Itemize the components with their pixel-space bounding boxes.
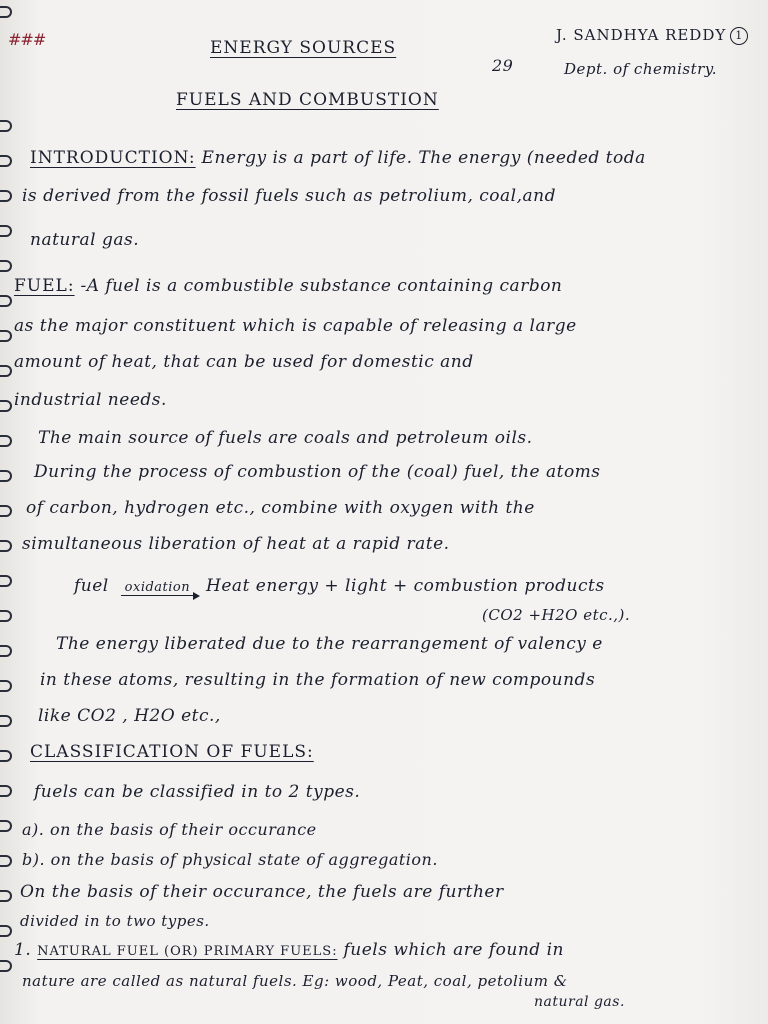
intro-line-3: natural gas. <box>30 230 140 250</box>
page-title: ENERGY SOURCES <box>210 38 397 58</box>
natural-line-1 <box>14 940 564 960</box>
natural-heading: NATURAL FUEL (OR) PRIMARY FUELS: <box>37 944 338 959</box>
natural-number: 1. <box>14 940 32 960</box>
classification-line-2: On the basis of their occurance, the fuels are further <box>20 882 504 902</box>
natural-line-2: nature are called as natural fuels. Eg: wood, Peat, coal, petolium & <box>22 972 568 990</box>
equation-note: (CO2 +H2O etc.,). <box>482 606 631 624</box>
intro-line-1 <box>30 148 646 168</box>
classification-line-3: divided in to two types. <box>20 912 210 930</box>
page-subtitle: FUELS AND COMBUSTION <box>176 90 439 110</box>
liberated-line-1: The energy liberated due to the rearrangement of valency e <box>56 634 603 654</box>
body-line-4: simultaneous liberation of heat at a rapid rate. <box>22 534 450 554</box>
classification-item-b: b). on the basis of physical state of aggregation. <box>22 850 438 869</box>
sheet-number: 1 <box>730 27 748 45</box>
spiral-binding <box>0 0 14 1024</box>
liberated-line-3: like CO2 , H2O etc., <box>38 706 221 726</box>
page-number: 29 <box>492 56 514 75</box>
liberated-line-2: in these atoms, resulting in the formation of new compounds <box>40 670 596 690</box>
author-name: J. SANDHYA REDDY <box>556 26 727 44</box>
margin-mark: ### <box>8 30 46 49</box>
body-line-3: of carbon, hydrogen etc., combine with oxygen with the <box>26 498 535 518</box>
combustion-equation <box>74 576 605 596</box>
intro-heading: INTRODUCTION: <box>30 148 196 168</box>
intro-line-2: is derived from the fossil fuels such as petrolium, coal,and <box>22 186 556 206</box>
natural-line-3: natural gas. <box>534 994 625 1010</box>
fuel-line-1 <box>14 276 562 296</box>
oxidation-arrow: oxidation <box>121 580 194 596</box>
equation-products: Heat energy + light + combustion products <box>206 576 605 596</box>
body-line-1: The main source of fuels are coals and petroleum oils. <box>38 428 533 448</box>
natural-text-1: fuels which are found in <box>343 940 564 960</box>
body-line-2: During the process of combustion of the (coal) fuel, the atoms <box>34 462 601 482</box>
department: Dept. of chemistry. <box>564 60 718 78</box>
classification-item-a: a). on the basis of their occurance <box>22 820 317 839</box>
equation-fuel: fuel <box>74 576 109 596</box>
classification-heading: CLASSIFICATION OF FUELS: <box>30 742 314 762</box>
classification-line-1: fuels can be classified in to 2 types. <box>34 782 361 802</box>
fuel-line-2: as the major constituent which is capable of releasing a large <box>14 316 577 336</box>
fuel-heading: FUEL: <box>14 276 75 296</box>
fuel-line-3: amount of heat, that can be used for domestic and <box>14 352 474 372</box>
author-block <box>556 26 748 45</box>
fuel-text-1: -A fuel is a combustible substance containing carbon <box>80 276 563 296</box>
intro-text-1: Energy is a part of life. The energy (needed toda <box>201 148 646 168</box>
fuel-line-4: industrial needs. <box>14 390 167 410</box>
